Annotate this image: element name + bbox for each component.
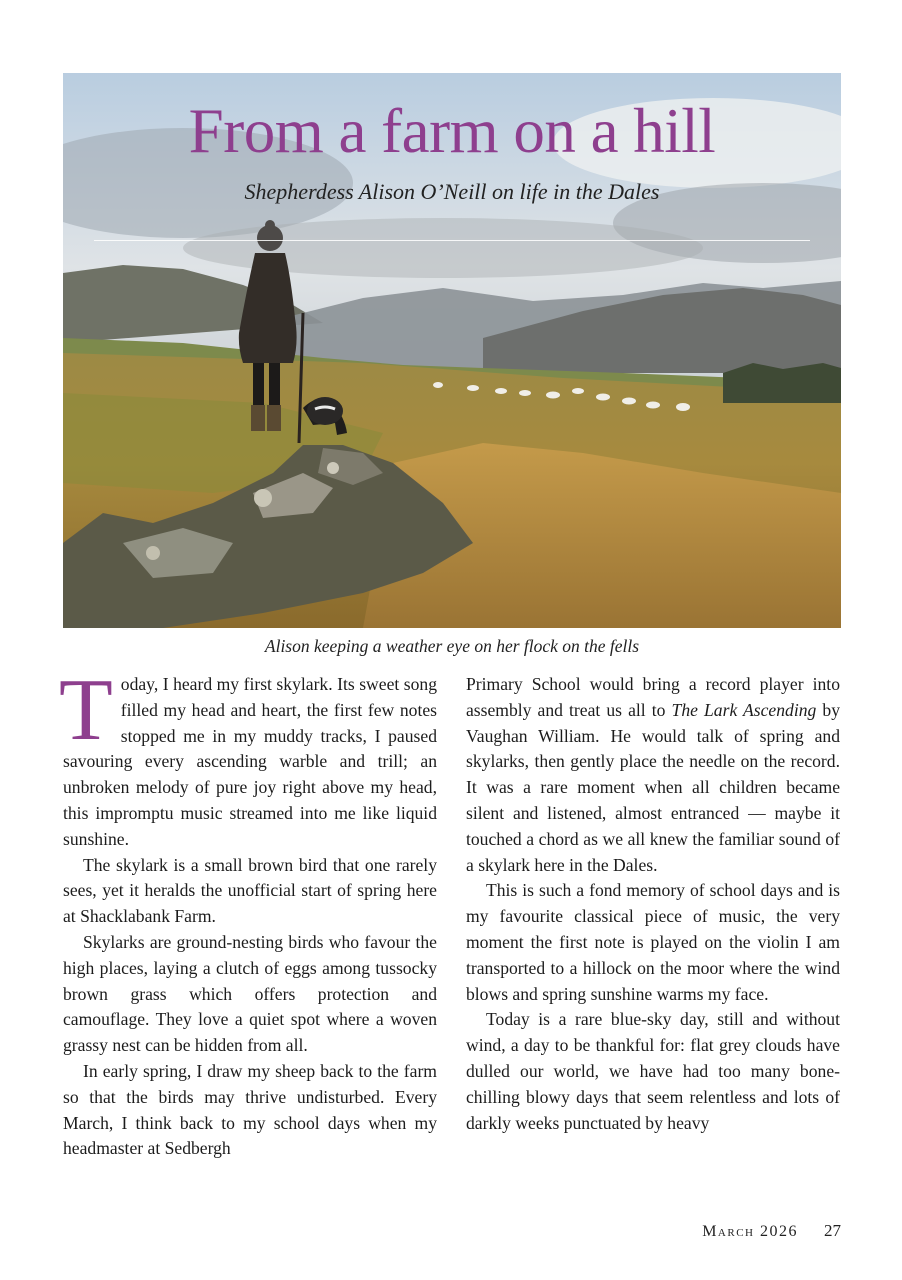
article-paragraph: The skylark is a small brown bird that one rarely sees, yet it heralds the unofficial start of spring here at Shacklabank Farm. <box>63 854 437 927</box>
article-title: From a farm on a hill <box>188 96 716 166</box>
hero-photo <box>63 73 841 628</box>
music-title: The Lark Ascending <box>671 699 817 720</box>
article-paragraph: Skylarks are ground-nesting birds who favour the high places, laying a clutch of eggs among tussocky brown grass which offers protection and camouflage. They love a quiet spot where a woven grassy nest can be hidden from all. <box>63 931 437 1056</box>
article-paragraph: Today, I heard my first skylark. Its sweet song filled my head and heart, the first few notes stopped me in my muddy tracks, I paused savouring every ascending warble and trill; an unbroken melody of pure joy right above my head, this impromptu music streamed into me like liquid sunshine. <box>59 662 437 849</box>
page-number: 27 <box>824 1221 841 1240</box>
article-subtitle: Shepherdess Alison O’Neill on life in the Dales <box>244 179 660 204</box>
drop-cap: T <box>59 662 113 759</box>
article-paragraph: Primary School would bring a record player into assembly and treat us all to The Lark Ascending by Vaughan William. He would talk of spring and skylarks, then gently place the needle on the record. It was a rare moment when all children became silent and listened, almost entranced — maybe it touched a chord as we all knew the familiar sound of a skylark here in the Dales. <box>466 674 840 875</box>
article-paragraph: Today is a rare blue-sky day, still and without wind, a day to be thankful for: flat grey clouds have dulled our world, we have had too many bone-chilling blowy days that seem relentless and lots of darkly weeks punctuated by heavy <box>466 1009 840 1133</box>
article-paragraph: This is such a fond memory of school days and is my favourite classical piece of music, the very moment the first note is played on the violin I am transported to a hillock on the moor where the wind blows and spring sunshine warms my face. <box>466 880 840 1004</box>
page-footer <box>702 1221 841 1241</box>
article-column-left <box>59 662 437 1162</box>
photo-caption: Alison keeping a weather eye on her flock on the fells <box>264 636 640 656</box>
title-divider <box>94 240 810 241</box>
issue-date: March 2026 <box>702 1223 798 1240</box>
article-paragraph: In early spring, I draw my sheep back to the farm so that the birds may thrive undisturbed. Every March, I think back to my school days when my headmaster at Sedbergh <box>63 1060 437 1159</box>
article-column-right <box>466 672 840 1136</box>
